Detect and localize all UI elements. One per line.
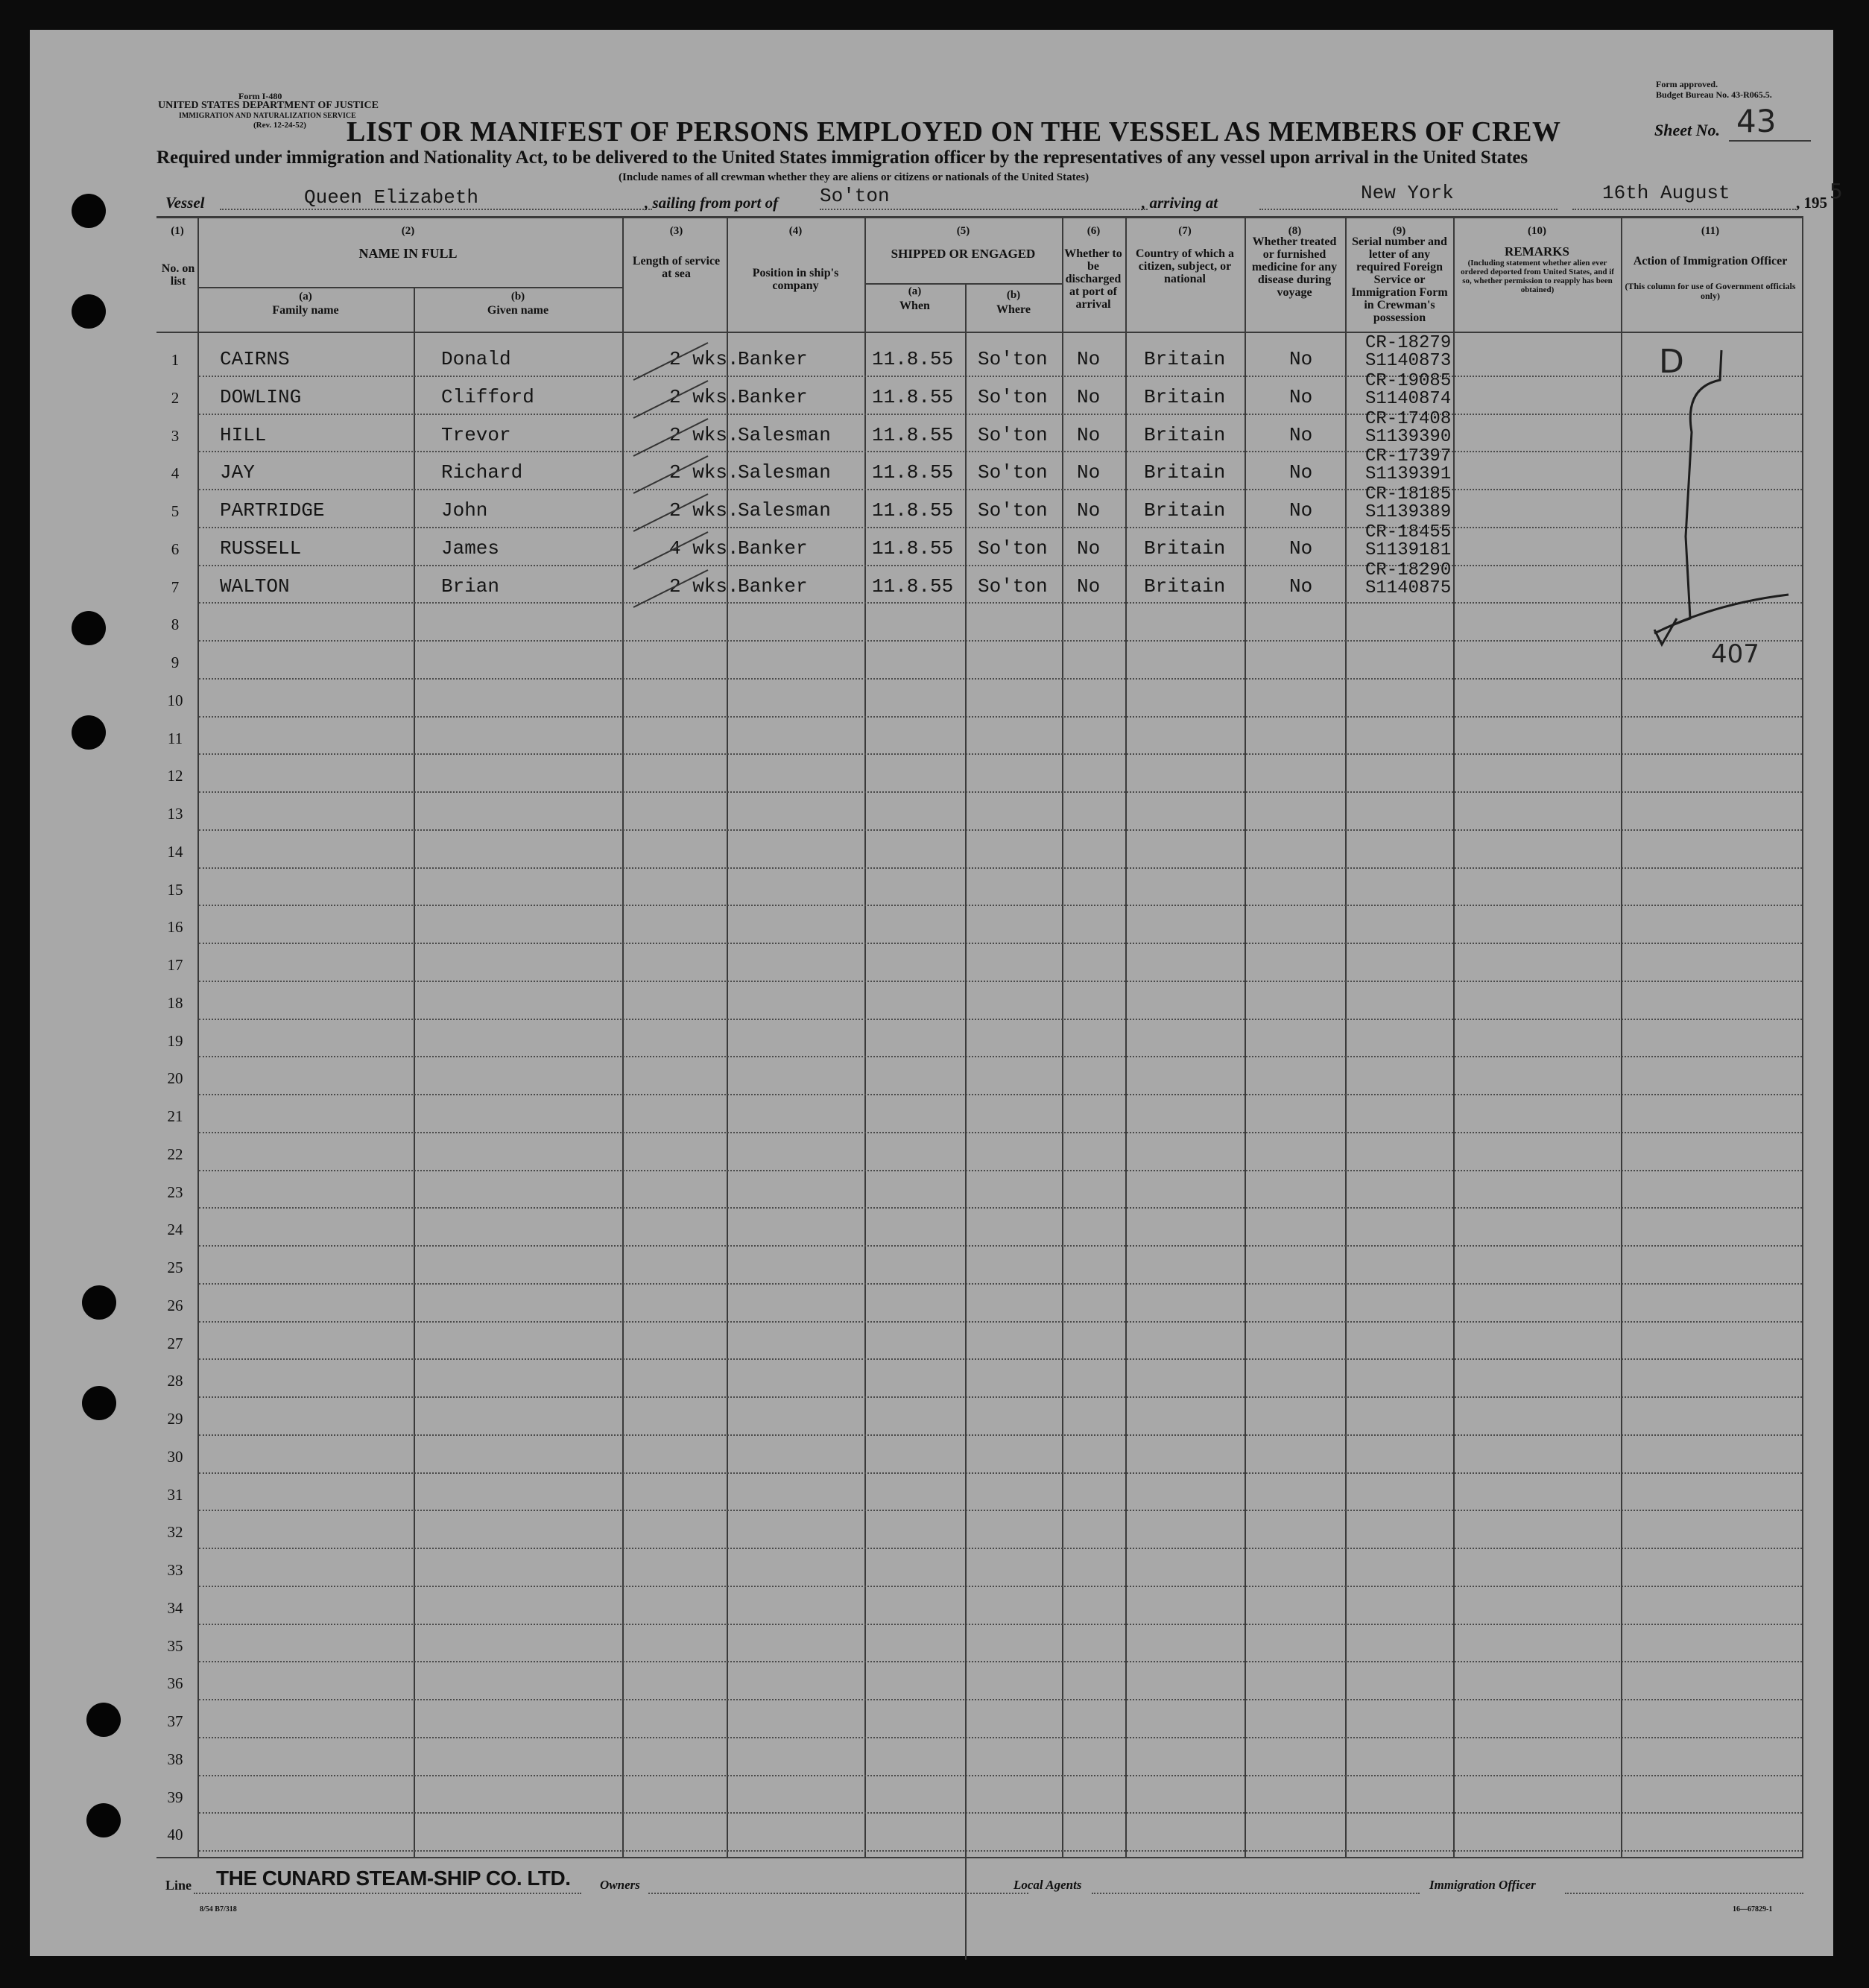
given-name-cell: John — [441, 499, 488, 522]
row-rule — [199, 1094, 1802, 1095]
sailing-label: , sailing from port of — [645, 194, 779, 212]
row-rule — [199, 829, 1802, 831]
given-name-cell: Donald — [441, 348, 511, 370]
position-cell: Banker — [738, 385, 808, 408]
line-label: Line — [165, 1878, 192, 1893]
row-rule — [199, 867, 1802, 869]
row-rule — [199, 1510, 1802, 1511]
row-number: 16 — [167, 918, 183, 937]
medicine-cell: No — [1289, 385, 1313, 408]
arrival-port: New York — [1361, 182, 1454, 204]
row-rule — [199, 1019, 1802, 1020]
discharged-cell: No — [1077, 461, 1101, 484]
row-rule — [199, 1396, 1802, 1398]
row-rule — [199, 1434, 1802, 1436]
row-rule — [199, 376, 1802, 377]
serial-cr-cell: CR-17397 — [1365, 446, 1452, 467]
col-where-header: Where — [996, 303, 1031, 316]
row-rule — [199, 1358, 1802, 1360]
binder-hole — [82, 1285, 116, 1320]
row-number: 28 — [167, 1372, 183, 1390]
row-number: 40 — [167, 1826, 183, 1844]
binder-hole — [72, 611, 106, 645]
row-number: 15 — [167, 880, 183, 899]
service-length-cell: 2 wks. — [669, 461, 739, 484]
row-rule — [199, 1245, 1802, 1247]
row-rule — [199, 451, 1802, 452]
family-name-cell: PARTRIDGE — [220, 499, 325, 522]
row-number: 10 — [167, 691, 183, 709]
revision: (Rev. 12-24-52) — [253, 121, 306, 130]
col-length-header: Length of service at sea — [632, 255, 721, 280]
owners-label: Owners — [600, 1878, 640, 1892]
check-stroke — [626, 566, 715, 611]
sheet-number: 43 — [1736, 103, 1777, 139]
row-number: 38 — [167, 1750, 183, 1768]
row-rule — [199, 1207, 1802, 1209]
row-rule — [199, 943, 1802, 944]
subtitle: Required under immigration and Nationality Act, to be delivered to the United States immigration officer by the representatives of any vessel upon arrival in the United States — [156, 148, 1528, 168]
row-rule — [199, 1775, 1802, 1776]
col-serial-header: Serial number and letter of any required Foreign Service or Immigration Form in Crewman's possession — [1351, 235, 1448, 324]
row-number: 20 — [167, 1069, 183, 1088]
department: UNITED STATES DEPARTMENT OF JUSTICE — [158, 100, 379, 111]
manifest-sheet: Form I-480 UNITED STATES DEPARTMENT OF JUSTICE IMMIGRATION AND NATURALIZATION SERVICE (Rev. 12-24-52) Form approved. Budget Bureau No. 43-R065.5. LIST OR MANIFEST OF PERSONS EMPLOYED ON THE VESSEL AS MEMBERS OF CREW Sheet No. 43 Required under immigration and Nationality Act, to be delivered to the United States immigration officer by the representatives of any vessel upon arrival in the United States (Include names of all crewman whether they are aliens or citizens or nationals of the United States) Vessel Queen Elizabeth , sailing from port of So'ton , arriving at New York 16th August , 195 5 (1) No. on list (2) NAME IN FULL (a) Family name (b) Given name (3) Length of service at sea (4) Position in ship's company (5) SHIPPED OR ENGAGED (a) When (b) Where (6) Whether to be discharged at port of arrival (7) Country of which a citizen, subject, or national (8) Whether treated or furnished medicine for any disease during voyage (9) Serial number and letter of any required Foreign Service or Immigration Form in Crewman's possession (10) REMARKS (Including statement whether alien ever ordered deported from United States, and if so, whether permission to reapply has been obtained) (11) Action of Immigration Officer (This column for use of Government officials only) 1 2 3 4 5 6 7 8 9 10 11 12 13 14 15 16 17 18 19 20 21 22 23 24 25 26 27 28 29 30 31 32 33 34 35 36 37 38 39 40 CAIRNS Donald 2 wks. Banker 11.8.55 So'ton No Britain No CR-18279 S1140873 DOWLING Clifford 2 wks. Banker 11.8.55 So'ton No Britain No CR-19085 S1140874 HILL Trevor 2 wks. Salesman 11.8.55 So'ton No Britain No CR-17408 S1139390 JAY Richard 2 wks. Salesman 11.8.55 So'ton No Britain No CR-17397 S1139391 PARTRIDGE John 2 wks. Salesman 11.8.55 So'ton No Britain No CR-18185 S1139389 RUSSELL James 4 wks. Banker 11.8.55 So'ton No Britain No CR-18455 S1139181 WALTON Brian 2 wks. Banker 11.8.55 So'ton No Britain No CR-18290 S1140875 D 407 Line THE CUNARD STEAM-SHIP CO. LTD. Owners Local Agents Immigration Officer 8/54 B7/318 16—67829-1 — [30, 30, 1833, 1956]
col-number-header: No. on list — [161, 262, 195, 288]
col-given-name-header: Given name — [487, 304, 549, 317]
country-cell: Britain — [1144, 536, 1226, 560]
row-number: 9 — [171, 653, 180, 671]
medicine-cell: No — [1289, 536, 1313, 560]
arrival-date: 16th August — [1602, 182, 1730, 204]
row-number: 31 — [167, 1485, 183, 1504]
row-rule — [199, 753, 1802, 755]
row-number: 33 — [167, 1561, 183, 1579]
row-rule — [199, 678, 1802, 680]
row-number: 32 — [167, 1523, 183, 1542]
service-length-cell: 2 wks. — [669, 499, 739, 522]
print-code: 16—67829-1 — [1733, 1905, 1773, 1913]
service-length-cell: 2 wks. — [669, 385, 739, 408]
row-rule — [199, 489, 1802, 490]
shipped-when-cell: 11.8.55 — [872, 423, 954, 446]
row-rule — [199, 905, 1802, 906]
row-number: 37 — [167, 1712, 183, 1730]
local-agents-label: Local Agents — [1013, 1878, 1082, 1892]
row-rule — [199, 716, 1802, 718]
col-medicine-header: Whether treated or furnished medicine for any disease during voyage — [1251, 235, 1338, 299]
arriving-label: , arriving at — [1142, 194, 1218, 212]
position-cell: Salesman — [738, 461, 831, 484]
row-number: 7 — [171, 577, 180, 596]
medicine-cell: No — [1289, 348, 1313, 370]
row-number: 30 — [167, 1447, 183, 1466]
line-company: THE CUNARD STEAM-SHIP CO. LTD. — [216, 1867, 571, 1890]
row-number: 34 — [167, 1598, 183, 1617]
binder-hole — [72, 194, 106, 228]
row-number: 8 — [171, 615, 180, 634]
row-number: 36 — [167, 1674, 183, 1693]
medicine-cell: No — [1289, 574, 1313, 598]
row-rule — [199, 1321, 1802, 1323]
binder-hole — [72, 294, 106, 329]
row-rule — [199, 1548, 1802, 1549]
officer-bracket-mark — [1625, 335, 1803, 656]
printer-code: 8/54 B7/318 — [200, 1905, 237, 1913]
given-name-cell: Richard — [441, 461, 523, 484]
serial-cr-cell: CR-19085 — [1365, 370, 1452, 391]
discharged-cell: No — [1077, 348, 1101, 370]
discharged-cell: No — [1077, 574, 1101, 598]
service: IMMIGRATION AND NATURALIZATION SERVICE — [179, 112, 356, 120]
given-name-cell: James — [441, 536, 500, 560]
row-number: 1 — [171, 351, 180, 369]
position-cell: Banker — [738, 574, 808, 598]
given-name-cell: Clifford — [441, 385, 534, 408]
row-rule — [199, 1170, 1802, 1171]
row-number: 26 — [167, 1296, 183, 1314]
shipped-where-cell: So'ton — [978, 499, 1048, 522]
country-cell: Britain — [1144, 574, 1226, 598]
medicine-cell: No — [1289, 499, 1313, 522]
shipped-where-cell: So'ton — [978, 385, 1048, 408]
row-number: 19 — [167, 1031, 183, 1050]
discharged-cell: No — [1077, 423, 1101, 446]
immigration-officer-label: Immigration Officer — [1429, 1878, 1536, 1892]
row-number: 14 — [167, 842, 183, 861]
sailing-port: So'ton — [820, 185, 890, 207]
binder-hole — [86, 1803, 121, 1837]
row-number: 4 — [171, 464, 180, 483]
given-name-cell: Trevor — [441, 423, 511, 446]
family-name-cell: HILL — [220, 423, 267, 446]
service-length-cell: 4 wks. — [669, 536, 739, 560]
row-rule — [199, 565, 1802, 566]
row-rule — [199, 1056, 1802, 1057]
row-rule — [199, 414, 1802, 415]
shipped-when-cell: 11.8.55 — [872, 574, 954, 598]
row-number: 11 — [167, 729, 183, 747]
col-remarks-header: REMARKS — [1505, 244, 1569, 259]
discharged-cell: No — [1077, 499, 1101, 522]
row-number: 18 — [167, 993, 183, 1012]
row-number: 35 — [167, 1636, 183, 1655]
position-cell: Banker — [738, 348, 808, 370]
row-number: 22 — [167, 1145, 183, 1163]
country-cell: Britain — [1144, 348, 1226, 370]
country-cell: Britain — [1144, 461, 1226, 484]
serial-s-cell: S1140874 — [1365, 388, 1452, 409]
family-name-cell: CAIRNS — [220, 348, 290, 370]
country-cell: Britain — [1144, 385, 1226, 408]
row-rule — [199, 640, 1802, 642]
col-action-note: (This column for use of Government officials only) — [1625, 281, 1796, 301]
budget-bureau: Budget Bureau No. 43-R065.5. — [1656, 89, 1772, 100]
service-length-cell: 2 wks. — [669, 348, 739, 370]
row-rule — [199, 1132, 1802, 1133]
col-position-header: Position in ship's company — [752, 267, 839, 292]
row-rule — [199, 527, 1802, 528]
row-number: 6 — [171, 539, 180, 558]
shipped-when-cell: 11.8.55 — [872, 348, 954, 370]
row-number: 27 — [167, 1334, 183, 1352]
row-number: 5 — [171, 502, 180, 520]
row-number: 25 — [167, 1259, 183, 1276]
officer-mark: D — [1659, 343, 1684, 381]
row-rule — [199, 1624, 1802, 1625]
family-name-cell: DOWLING — [220, 385, 302, 408]
row-number: 23 — [167, 1183, 183, 1201]
serial-s-cell: S1139389 — [1365, 502, 1452, 522]
serial-cr-cell: CR-18185 — [1365, 484, 1452, 504]
row-rule — [199, 1812, 1802, 1814]
shipped-when-cell: 11.8.55 — [872, 461, 954, 484]
row-rule — [199, 1850, 1802, 1852]
country-cell: Britain — [1144, 423, 1226, 446]
row-rule — [199, 602, 1802, 604]
serial-cr-cell: CR-18279 — [1365, 333, 1452, 353]
vessel-name: Queen Elizabeth — [304, 186, 479, 209]
year-digit: 5 — [1830, 179, 1843, 203]
col-country-header: Country of which a citizen, subject, or national — [1135, 247, 1234, 285]
col-remarks-note: (Including statement whether alien ever ordered deported from United States, and if so, whether permission to reapply has been obtained) — [1461, 259, 1614, 294]
row-rule — [199, 1737, 1802, 1738]
family-name-cell: JAY — [220, 461, 255, 484]
serial-cr-cell: CR-18455 — [1365, 522, 1452, 542]
serial-s-cell: S1139390 — [1365, 426, 1452, 447]
shipped-where-cell: So'ton — [978, 574, 1048, 598]
row-number: 2 — [171, 388, 180, 407]
row-rule — [199, 1472, 1802, 1474]
serial-s-cell: S1139391 — [1365, 464, 1452, 485]
serial-s-cell: S1140873 — [1365, 351, 1452, 371]
col-family-name-header: Family name — [272, 304, 339, 317]
serial-s-cell: S1139181 — [1365, 539, 1452, 560]
form-approved: Form approved. — [1656, 79, 1718, 89]
family-name-cell: RUSSELL — [220, 536, 302, 560]
shipped-where-cell: So'ton — [978, 348, 1048, 370]
shipped-where-cell: So'ton — [978, 461, 1048, 484]
binder-hole — [72, 715, 106, 750]
binder-hole — [82, 1386, 116, 1420]
col-shipped-header: SHIPPED OR ENGAGED — [891, 247, 1036, 261]
shipped-when-cell: 11.8.55 — [872, 499, 954, 522]
discharged-cell: No — [1077, 536, 1101, 560]
col-when-header: When — [899, 300, 930, 312]
position-cell: Banker — [738, 536, 808, 560]
row-number: 21 — [167, 1107, 183, 1125]
shipped-when-cell: 11.8.55 — [872, 385, 954, 408]
row-number: 3 — [171, 426, 180, 445]
serial-cr-cell: CR-18290 — [1365, 560, 1452, 580]
inclusion-note: (Include names of all crewman whether they are aliens or citizens or nationals of the United States) — [619, 171, 1090, 183]
row-rule — [199, 1283, 1802, 1285]
year-prefix: , 195 — [1796, 194, 1827, 212]
medicine-cell: No — [1289, 461, 1313, 484]
position-cell: Salesman — [738, 423, 831, 446]
crew-count: 407 — [1711, 639, 1759, 669]
form-number: Form I-480 — [238, 91, 282, 101]
row-rule — [199, 1661, 1802, 1662]
position-cell: Salesman — [738, 499, 831, 522]
given-name-cell: Brian — [441, 574, 500, 598]
page-title: LIST OR MANIFEST OF PERSONS EMPLOYED ON THE VESSEL AS MEMBERS OF CREW — [347, 116, 1561, 148]
row-number: 39 — [167, 1788, 183, 1806]
serial-s-cell: S1140875 — [1365, 577, 1452, 598]
row-number: 17 — [167, 956, 183, 974]
shipped-where-cell: So'ton — [978, 536, 1048, 560]
vessel-label: Vessel — [165, 194, 205, 212]
row-rule — [199, 1586, 1802, 1587]
col-discharged-header: Whether to be discharged at port of arrival — [1064, 247, 1122, 311]
discharged-cell: No — [1077, 385, 1101, 408]
medicine-cell: No — [1289, 423, 1313, 446]
binder-hole — [86, 1703, 121, 1737]
row-rule — [199, 981, 1802, 982]
country-cell: Britain — [1144, 499, 1226, 522]
row-number: 13 — [167, 805, 183, 823]
service-length-cell: 2 wks. — [669, 574, 739, 598]
row-rule — [199, 791, 1802, 793]
row-number: 24 — [167, 1221, 183, 1239]
shipped-where-cell: So'ton — [978, 423, 1048, 446]
col-action-header: Action of Immigration Officer — [1633, 255, 1788, 268]
shipped-when-cell: 11.8.55 — [872, 536, 954, 560]
service-length-cell: 2 wks. — [669, 423, 739, 446]
sheet-label: Sheet No. — [1654, 121, 1720, 139]
row-rule — [199, 1699, 1802, 1700]
serial-cr-cell: CR-17408 — [1365, 408, 1452, 429]
row-number: 29 — [167, 1410, 183, 1428]
col-name-header: NAME IN FULL — [358, 246, 458, 261]
row-number: 12 — [167, 767, 183, 785]
family-name-cell: WALTON — [220, 574, 290, 598]
